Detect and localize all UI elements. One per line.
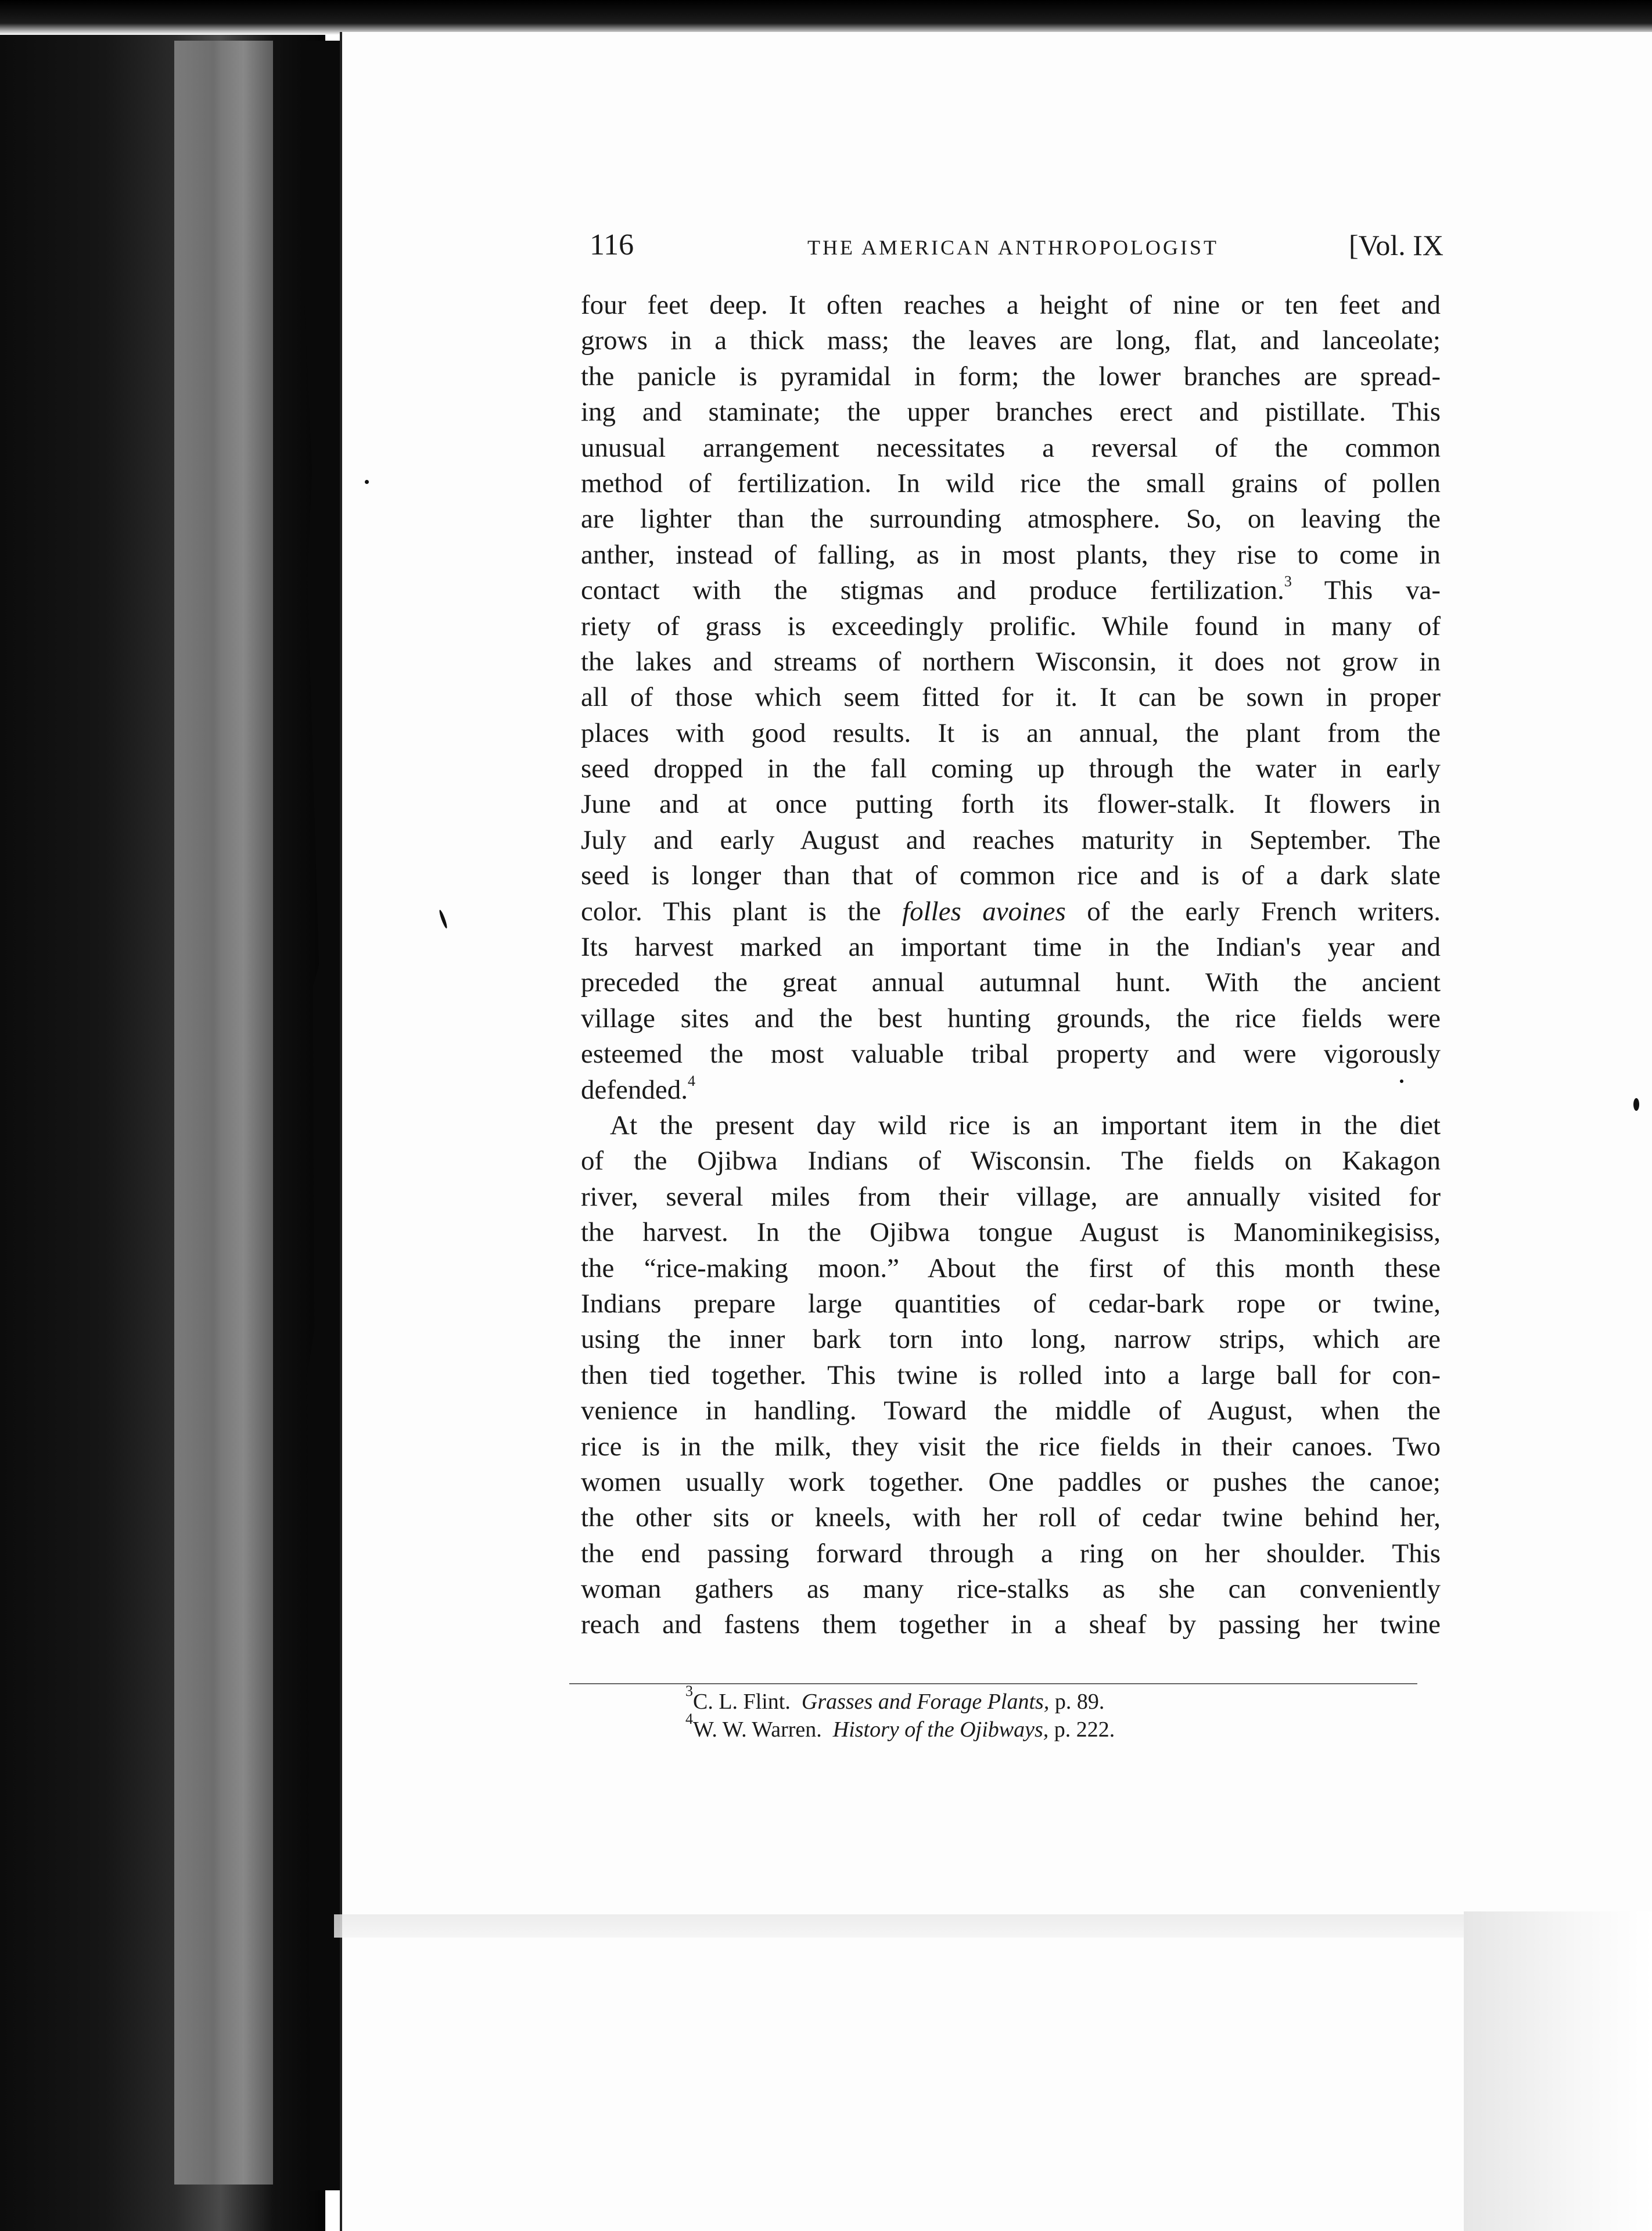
text-line: Indians prepare large quantities of cedar-bark rope or twine,: [581, 1288, 1441, 1319]
text-line: all of those which seem fitted for it. It can be sown in proper: [581, 682, 1441, 713]
footnote-marker: 3: [685, 1683, 693, 1699]
text-fragment: contact with the stigmas and produce fertilization.: [581, 575, 1284, 606]
text-fragment: defended.: [581, 1074, 688, 1105]
footnote-4: [685, 1710, 1324, 1744]
volume-label: [Vol. IX: [1349, 229, 1443, 261]
text-line: July and early August and reaches maturity in September. The: [581, 824, 1441, 855]
text-fragment: This va-: [1324, 575, 1441, 606]
text-line: rice is in the milk, they visit the rice fields in their canoes. Two: [581, 1431, 1441, 1462]
footnote-title: History of the Ojibways,: [832, 1717, 1049, 1742]
text-line: grows in a thick mass; the leaves are long, flat, and lanceolate;: [581, 325, 1441, 356]
scan-top-shadow: [0, 0, 1652, 35]
text-fragment: of the early French writers.: [1087, 896, 1441, 927]
text-line: four feet deep. It often reaches a height of nine or ten feet and: [581, 290, 1441, 320]
text-line: ing and staminate; the upper branches erect and pistillate. This: [581, 397, 1441, 428]
text-line: seed is longer than that of common rice and is of a dark slate: [581, 860, 1441, 891]
footnote-marker: 4: [685, 1710, 693, 1727]
page-fold-shadow: [1464, 1911, 1652, 2231]
text-line: women usually work together. One paddles or pushes the canoe;: [581, 1466, 1441, 1497]
text-line: places with good results. It is an annual, the plant from the: [581, 718, 1441, 748]
text-line: the harvest. In the Ojibwa tongue August is Manominikegisiss,: [581, 1217, 1441, 1248]
text-line: riety of grass is exceedingly prolific. While found in many of: [581, 611, 1441, 641]
text-fragment: color. This plant is the: [581, 896, 881, 927]
footnote-ref-4[interactable]: 4: [687, 1072, 695, 1089]
page-number: 116: [590, 228, 634, 261]
footnote-3: [685, 1683, 1324, 1716]
text-line: using the inner bark torn into long, narrow strips, which are: [581, 1324, 1441, 1355]
text-line: woman gathers as many rice-stalks as she can conveniently: [581, 1574, 1441, 1605]
footnote-rule: [569, 1683, 1417, 1684]
footnote-title: Grasses and Forage Plants,: [801, 1690, 1050, 1714]
text-line: river, several miles from their village, are annually visited for: [581, 1181, 1441, 1212]
page-bottom-edge: [334, 1914, 1478, 1938]
scan-film-margin: [0, 0, 325, 2231]
scan-film-strip: [174, 41, 273, 2185]
text-line: the “rice-making moon.” About the first of this month these: [581, 1253, 1441, 1283]
text-line: reach and fastens them together in a sheaf by passing her twine: [581, 1609, 1441, 1640]
text-line: then tied together. This twine is rolled into a large ball for con-: [581, 1360, 1441, 1390]
scan-speck: [365, 480, 369, 484]
text-line: anther, instead of falling, as in most plants, they rise to come in: [581, 539, 1441, 570]
italic-term: folles avoines: [902, 896, 1066, 927]
footnote-author: W. W. Warren.: [693, 1717, 822, 1742]
text-line: the panicle is pyramidal in form; the lower branches are spread-: [581, 361, 1441, 392]
footnote-author: C. L. Flint.: [693, 1690, 791, 1714]
footnote-page: p. 89.: [1054, 1690, 1105, 1714]
footnotes: [685, 1683, 1324, 1744]
text-line: [581, 573, 1441, 608]
footnote-page: p. 222.: [1054, 1717, 1115, 1742]
scan-speck: [1633, 1098, 1639, 1111]
text-line: of the Ojibwa Indians of Wisconsin. The fields on Kakagon: [581, 1146, 1441, 1177]
text-line: the end passing forward through a ring on her shoulder. This: [581, 1538, 1441, 1569]
text-line: village sites and the best hunting grounds, the rice fields were: [581, 1003, 1441, 1034]
text-line: preceded the great annual autumnal hunt. With the ancient: [581, 967, 1441, 998]
text-line: the lakes and streams of northern Wisconsin, it does not grow in: [581, 646, 1441, 677]
text-line: [581, 1073, 1441, 1108]
text-line: Its harvest marked an important time in the Indian's year and: [581, 932, 1441, 963]
text-line: method of fertilization. In wild rice the small grains of pollen: [581, 468, 1441, 498]
journal-title: THE AMERICAN ANTHROPOLOGIST: [807, 236, 1219, 259]
text-line: At the present day wild rice is an important item in the diet: [610, 1110, 1441, 1140]
text-line: [581, 894, 1441, 930]
footnote-ref-3[interactable]: 3: [1284, 573, 1292, 590]
text-line: the other sits or kneels, with her roll of cedar twine behind her,: [581, 1502, 1441, 1533]
text-line: are lighter than the surrounding atmosphere. So, on leaving the: [581, 504, 1441, 535]
body-text: [581, 288, 1441, 1643]
text-line: esteemed the most valuable tribal property and were vigorously: [581, 1039, 1441, 1070]
text-line: venience in handling. Toward the middle of August, when the: [581, 1396, 1441, 1426]
text-line: June and at once putting forth its flower-stalk. It flowers in: [581, 789, 1441, 820]
text-line: unusual arrangement necessitates a reversal of the common: [581, 432, 1441, 463]
text-line: seed dropped in the fall coming up through the water in early: [581, 754, 1441, 784]
running-head: [590, 228, 1443, 263]
